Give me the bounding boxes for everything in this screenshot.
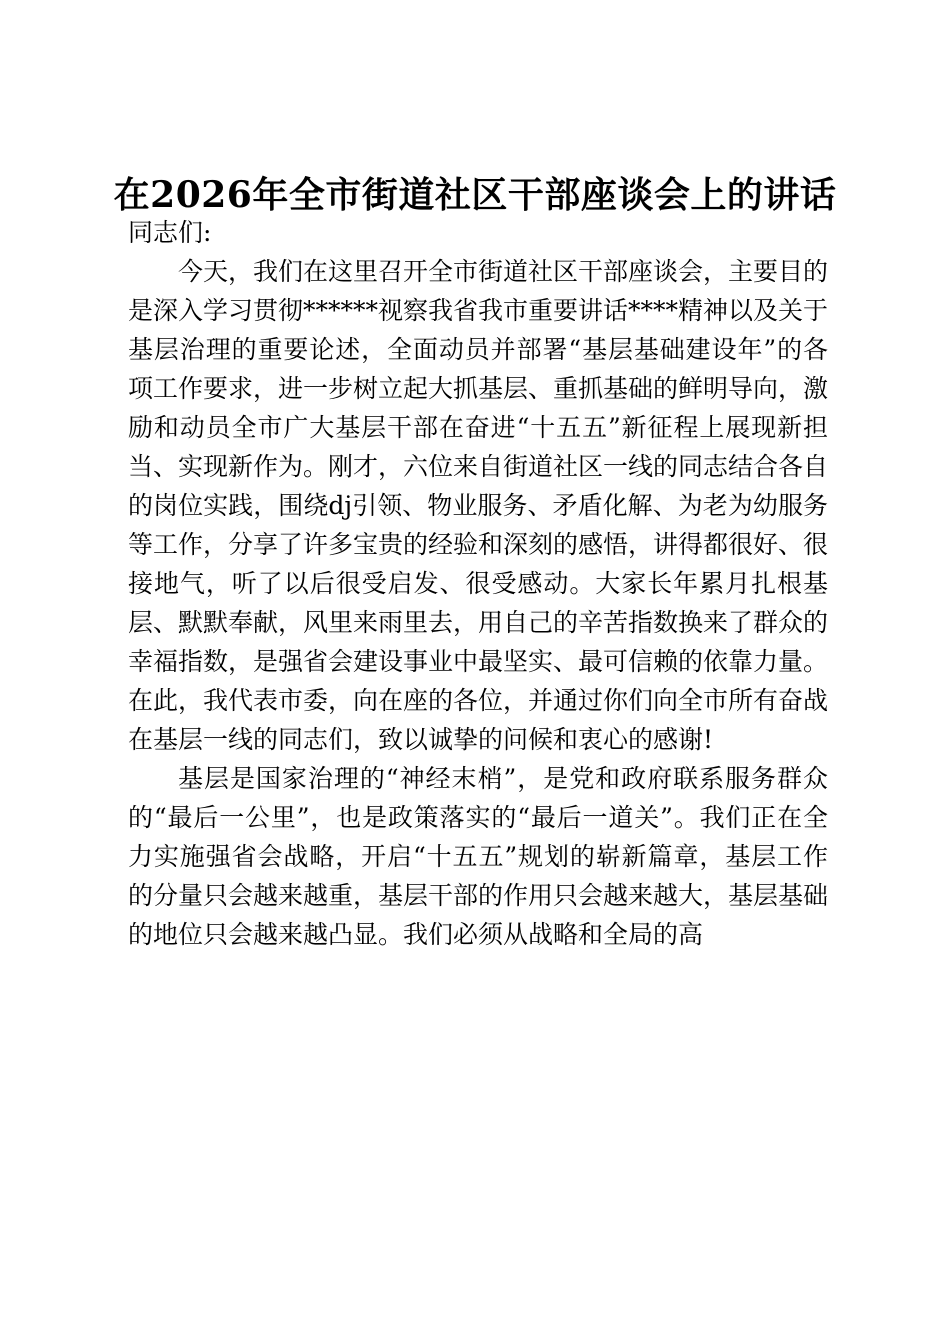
document-title: 在2026年全市街道社区干部座谈会上的讲话: [113, 174, 837, 216]
paragraph-2: 基层是国家治理的“神经末梢”，是党和政府联系服务群众的“最后一公里”，也是政策落实的“最后一道关”。我们正在全力实施强省会战略，开启“十五五”规划的崭新篇章，基层工作的分量只会越来越重，基层干部的作用只会越来越大，基层基础的地位只会越来越凸显。我们必须从战略和全局的高: [128, 764, 829, 949]
paragraph-1: 今天，我们在这里召开全市街道社区干部座谈会，主要目的是深入学习贯彻******视察我省我市重要讲话****精神以及关于基层治理的重要论述，全面动员并部署“基层基础建设年”的各项工作要求，进一步树立起大抓基层、重抓基础的鲜明导向，激励和动员全市广大基层干部在奋进“十五五”新征程上展现新担当、实现新作为。刚才，六位来自街道社区一线的同志结合各自的岗位实践，围绕dj引领、物业服务、矛盾化解、为老为幼服务等工作，分享了许多宝贵的经验和深刻的感悟，讲得都很好、很接地气，听了以后很受启发、很受感动。大家长年累月扎根基层、默默奉献，风里来雨里去，用自己的辛苦指数换来了群众的幸福指数，是强省会建设事业中最坚实、最可信赖的依靠力量。在此，我代表市委，向在座的各位，并通过你们向全市所有奋战在基层一线的同志们，致以诚挚的问候和衷心的感谢!: [128, 257, 829, 754]
salutation: 同志们:: [128, 218, 212, 247]
document-body: [128, 213, 828, 954]
